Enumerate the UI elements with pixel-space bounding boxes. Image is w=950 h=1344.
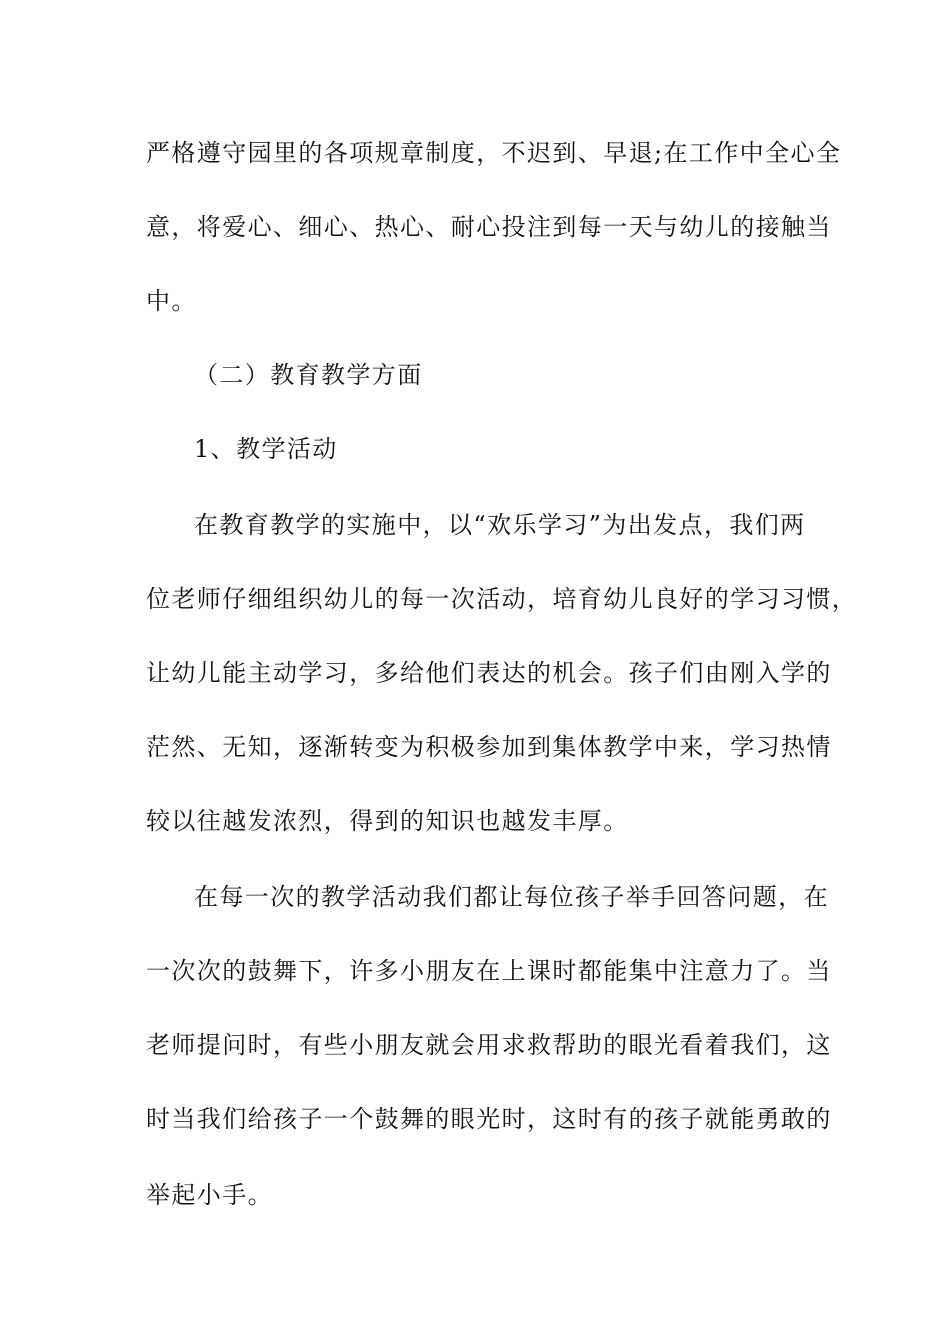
paragraph-line: 在每一次的教学活动我们都让每位孩子举手回答问题，在 <box>194 883 829 911</box>
paragraph-line: 较以往越发浓烈，得到的知识也越发丰厚。 <box>146 807 629 835</box>
paragraph-line: 老师提问时，有些小朋友就会用求救帮助的眼光看着我们，这 <box>146 1031 832 1059</box>
paragraph-line: 在教育教学的实施中，以“欢乐学习”为出发点，我们两 <box>194 511 806 539</box>
paragraph-line: 让幼儿能主动学习，多给他们表达的机会。孩子们由刚入学的 <box>146 659 832 687</box>
paragraph-line: 时当我们给孩子一个鼓舞的眼光时，这时有的孩子就能勇敢的 <box>146 1105 832 1133</box>
paragraph-line: 位老师仔细组织幼儿的每一次活动，培育幼儿良好的学习习惯， <box>146 585 858 613</box>
paragraph-line: 严格遵守园里的各项规章制度，不迟到、早退;在工作中全心全 <box>146 139 842 167</box>
paragraph-line: 茫然、无知，逐渐转变为积极参加到集体教学中来，学习热情 <box>146 733 832 761</box>
section-heading: （二）教育教学方面 <box>194 361 423 389</box>
paragraph-line: 一次次的鼓舞下，许多小朋友在上课时都能集中注意力了。当 <box>146 957 832 985</box>
subsection-heading: 1、教学活动 <box>194 435 338 463</box>
paragraph-line: 意，将爱心、细心、热心、耐心投注到每一天与幼儿的接触当 <box>146 213 832 241</box>
paragraph-line: 中。 <box>146 287 197 315</box>
paragraph-line: 举起小手。 <box>146 1181 273 1209</box>
